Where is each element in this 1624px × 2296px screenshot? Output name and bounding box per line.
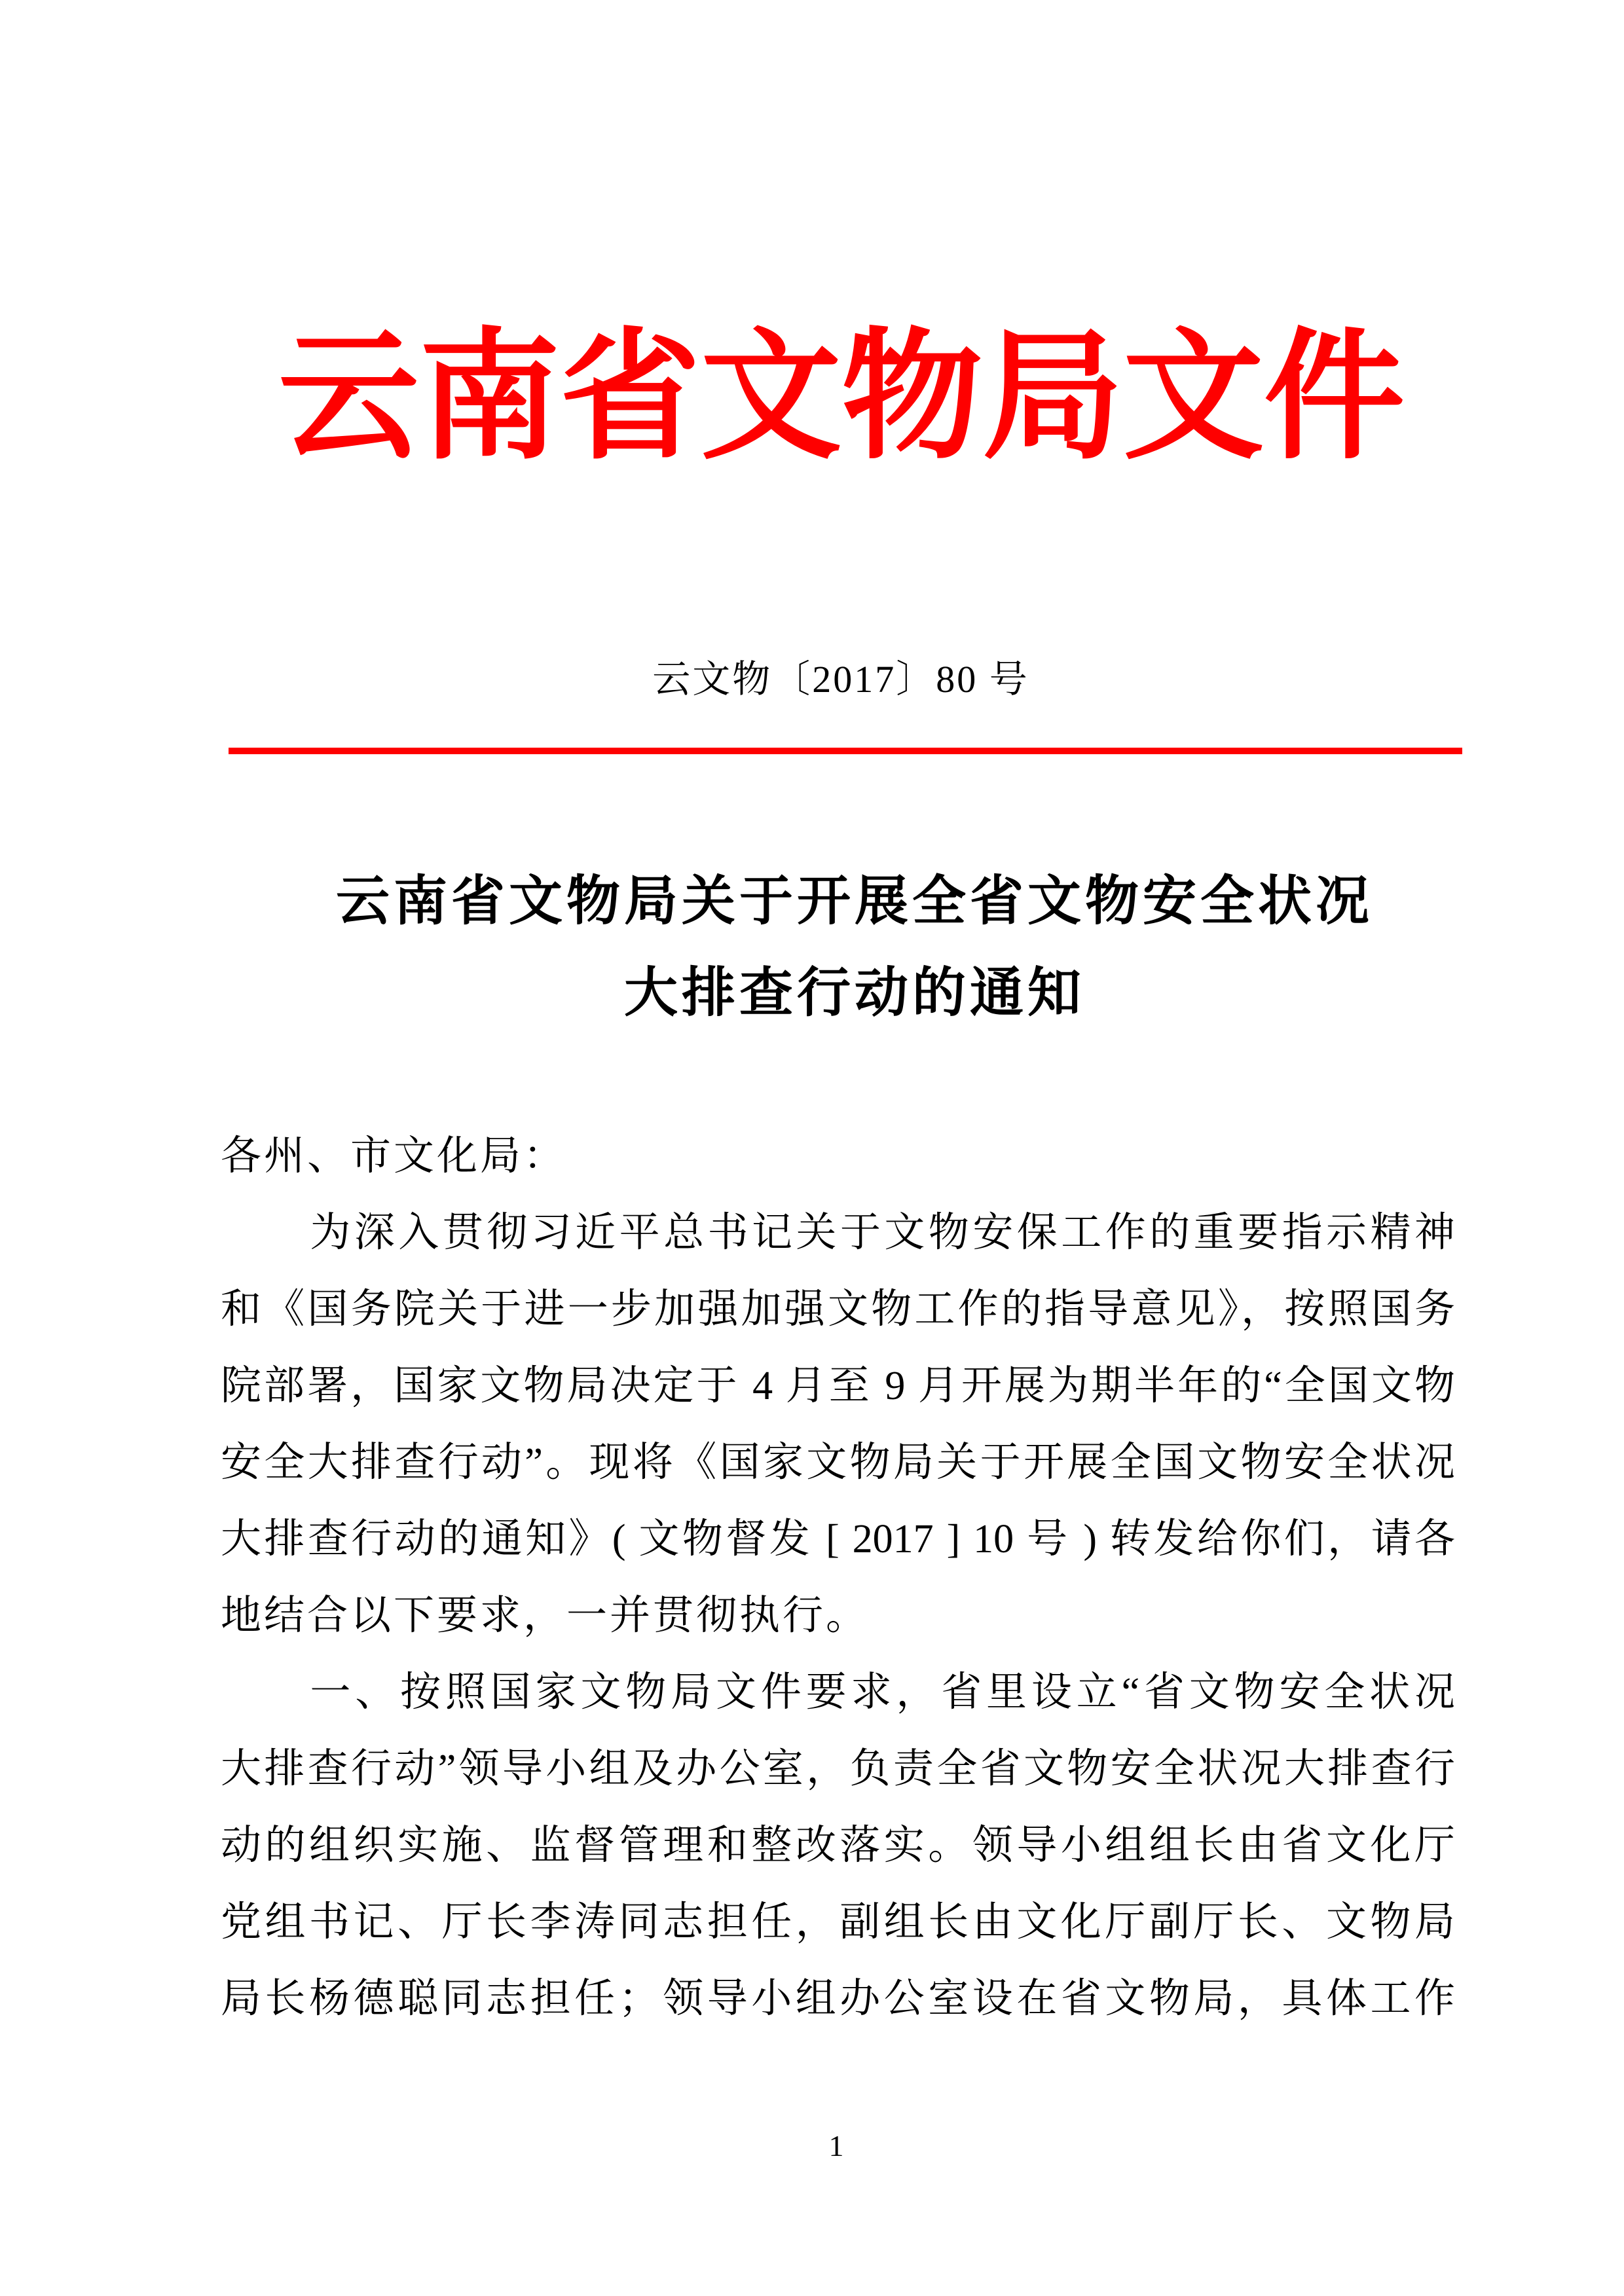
document-title-line1: 云南省文物局关于开展全省文物安全状况 bbox=[335, 871, 1373, 931]
red-divider-line bbox=[229, 748, 1462, 754]
body-line: 各州、市文化局： bbox=[221, 1134, 567, 1178]
body-line: 为深入贯彻习近平总书记关于文物安保工作的重要指示精神 bbox=[310, 1211, 1455, 1255]
body-text bbox=[221, 1118, 1455, 2037]
body-line: 一、按照国家文物局文件要求，省里设立“省文物安全状况 bbox=[310, 1670, 1455, 1715]
page-number: 1 bbox=[828, 2129, 844, 2162]
document-title-line2: 大排查行动的通知 bbox=[623, 963, 1085, 1023]
body-line: 院部署，国家文物局决定于 4 月至 9 月开展为期半年的“全国文物 bbox=[221, 1364, 1455, 1408]
body-line: 安全大排查行动”。现将《国家文物局关于开展全国文物安全状况 bbox=[221, 1440, 1455, 1485]
body-line: 和《国务院关于进一步加强加强文物工作的指导意见》，按照国务 bbox=[221, 1287, 1455, 1332]
body-line: 党组书记、厅长李涛同志担任，副组长由文化厅副厅长、文物局 bbox=[221, 1900, 1455, 1944]
body-line: 大排查行动”领导小组及办公室，负责全省文物安全状况大排查行 bbox=[221, 1747, 1455, 1791]
document-number: 云文物〔2017〕80 号 bbox=[652, 658, 1029, 701]
document-title bbox=[43, 856, 1624, 1039]
agency-banner-title: 云南省文物局文件 bbox=[278, 319, 1405, 476]
body-line: 大排查行动的通知》( 文物督发 [ 2017 ] 10 号 ) 转发给你们，请各 bbox=[221, 1517, 1455, 1561]
body-line: 地结合以下要求，一并贯彻执行。 bbox=[221, 1594, 870, 1638]
body-line: 动的组织实施、监督管理和整改落实。领导小组组长由省文化厅 bbox=[221, 1823, 1455, 1868]
body-line: 局长杨德聪同志担任；领导小组办公室设在省文物局，具体工作 bbox=[221, 1977, 1455, 2021]
